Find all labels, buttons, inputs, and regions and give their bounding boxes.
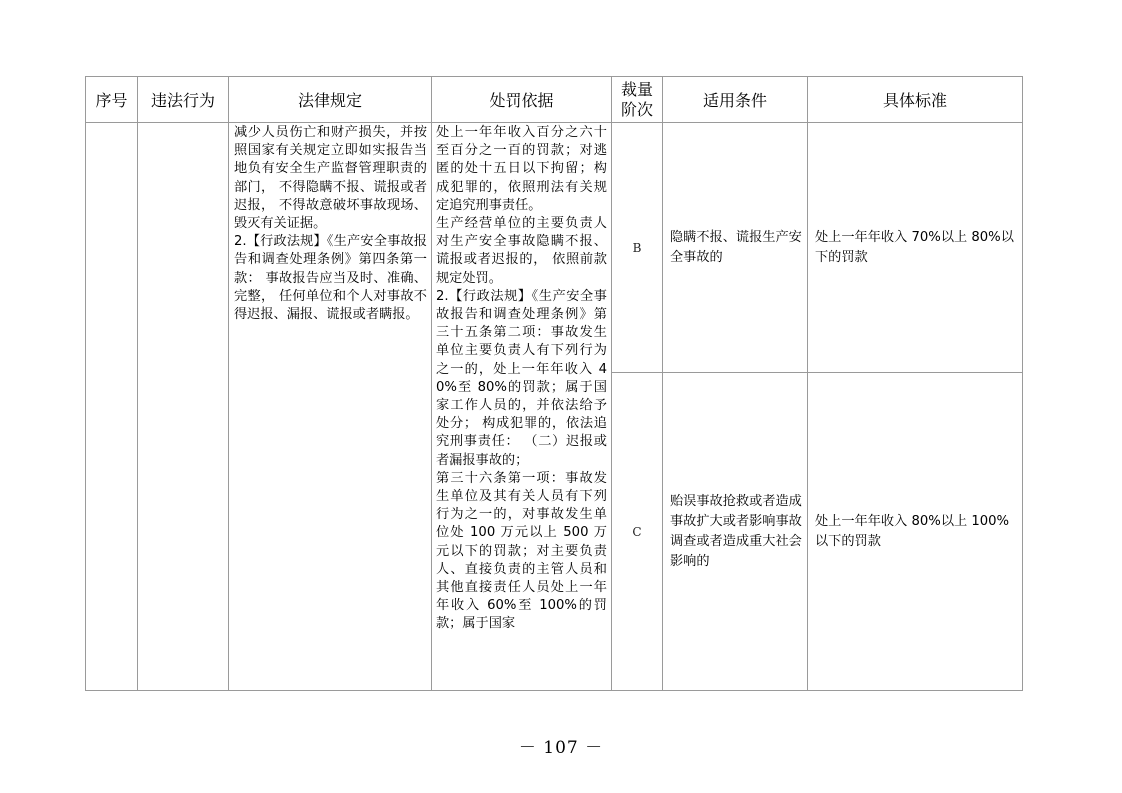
header-level	[612, 77, 663, 123]
level-cell-b: B	[612, 123, 663, 373]
page-number: － 107 －	[518, 738, 604, 758]
table-row-level-b	[86, 123, 1023, 373]
header-standard: 具体标准	[808, 77, 1023, 123]
condition-cell-b: 隐瞒不报、谎报生产安全事故的	[663, 123, 808, 373]
law-text-cell: 减少人员伤亡和财产损失，并按照国家有关规定立即如实报告当地负有安全生产监督管理职责的部门， 不得隐瞒不报、谎报或者迟报， 不得故意破坏事故现场、毁灭有关证据。 2.【行政法规】《生产安全事故报告和调查处理条例》第四条第一款： 事故报告应当及时、准确、完整， 任何单位和个人对事故不得迟报、漏报、谎报或者瞒报。	[229, 123, 432, 691]
header-violation: 违法行为	[138, 77, 229, 123]
standard-cell-c: 处上一年年收入 80%以上 100%以下的罚款	[808, 373, 1023, 691]
header-law: 法律规定	[229, 77, 432, 123]
penalty-standard-table	[85, 76, 1023, 691]
header-condition: 适用条件	[663, 77, 808, 123]
level-cell-c: C	[612, 373, 663, 691]
header-seq: 序号	[86, 77, 138, 123]
header-level-line1: 裁量	[620, 79, 653, 99]
header-level-line2: 阶次	[620, 99, 653, 119]
standard-cell-b: 处上一年年收入 70%以上 80%以下的罚款	[808, 123, 1023, 373]
header-row	[86, 77, 1023, 123]
header-penalty-basis: 处罚依据	[432, 77, 612, 123]
penalty-basis-cell: 处上一年年收入百分之六十至百分之一百的罚款；对逃匿的处十五日以下拘留；构成犯罪的，依照刑法有关规定追究刑事责任。 生产经营单位的主要负责人对生产安全事故隐瞒不报、谎报或者迟报的， 依照前款规定处罚。 2.【行政法规】《生产安全事故报告和调查处理条例》第三十五条第二项：事故发生单位主要负责人有下列行为之一的，处上一年年收入 40%至 80%的罚款；属于国家工作人员的，并依法给予处分； 构成犯罪的，依法追究刑事责任： （二）迟报或者漏报事故的； 第三十六条第一项：事故发生单位及其有关人员有下列行为之一的，对事故发生单位处 100 万元以上 500 万元以下的罚款；对主要负责人、直接负责的主管人员和其他直接责任人员处上一年年收入 60%至 100%的罚款；属于国家	[432, 123, 612, 691]
seq-cell	[86, 123, 138, 691]
violation-cell	[138, 123, 229, 691]
condition-cell-c: 贻误事故抢救或者造成事故扩大或者影响事故调查或者造成重大社会影响的	[663, 373, 808, 691]
